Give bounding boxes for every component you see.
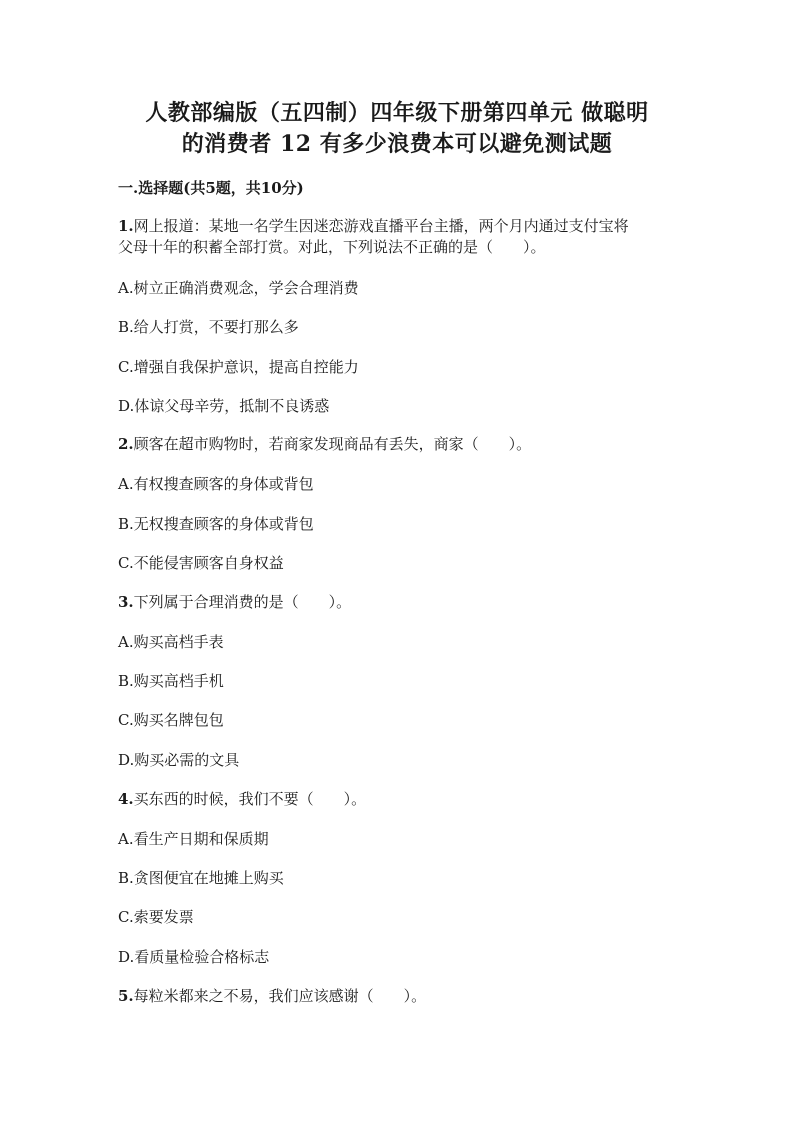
question-text: 每粒米都来之不易，我们应该感谢（ ）。	[133, 987, 427, 1005]
question-text-continued: 父母十年的积蓄全部打赏。对此，下列说法不正确的是（ ）。	[118, 238, 546, 256]
question-2	[118, 434, 678, 455]
option-3a: A.购买高档手表	[118, 633, 224, 651]
question-text: 网上报道：某地一名学生因迷恋游戏直播平台主播，两个月内通过支付宝将	[133, 217, 629, 235]
question-text: 下列属于合理消费的是（ ）。	[133, 593, 352, 611]
question-number: 5.	[118, 987, 134, 1005]
question-number: 1.	[118, 217, 134, 235]
question-5	[118, 986, 678, 1007]
question-number: 3.	[118, 593, 134, 611]
question-3	[118, 592, 678, 613]
option-4b: B.贪图便宜在地摊上购买	[118, 869, 284, 887]
option-4d: D.看质量检验合格标志	[118, 948, 270, 966]
question-4	[118, 789, 678, 810]
document-title-line-1: 人教部编版（五四制）四年级下册第四单元 做聪明	[145, 100, 649, 126]
option-1c: C.增强自我保护意识，提高自控能力	[118, 358, 359, 376]
option-1d: D.体谅父母辛劳，抵制不良诱惑	[118, 397, 330, 415]
option-2c: C.不能侵害顾客自身权益	[118, 554, 284, 572]
option-4a: A.看生产日期和保质期	[118, 830, 269, 848]
option-1b: B.给人打赏，不要打那么多	[118, 318, 299, 336]
question-1	[118, 216, 678, 258]
option-1a: A.树立正确消费观念，学会合理消费	[118, 279, 359, 297]
question-text: 顾客在超市购物时，若商家发现商品有丢失，商家（ ）。	[133, 435, 532, 453]
question-text: 买东西的时候，我们不要（ ）。	[133, 790, 367, 808]
option-3b: B.购买高档手机	[118, 672, 224, 690]
option-2b: B.无权搜查顾客的身体或背包	[118, 515, 314, 533]
option-3d: D.购买必需的文具	[118, 751, 240, 769]
section-heading: 一.选择题(共5题，共10分)	[118, 179, 304, 197]
question-number: 2.	[118, 435, 134, 453]
option-3c: C.购买名牌包包	[118, 711, 224, 729]
option-2a: A.有权搜查顾客的身体或背包	[118, 475, 314, 493]
question-number: 4.	[118, 790, 134, 808]
option-4c: C.索要发票	[118, 908, 194, 926]
document-title-line-2: 的消费者 12 有多少浪费本可以避免测试题	[181, 131, 613, 157]
